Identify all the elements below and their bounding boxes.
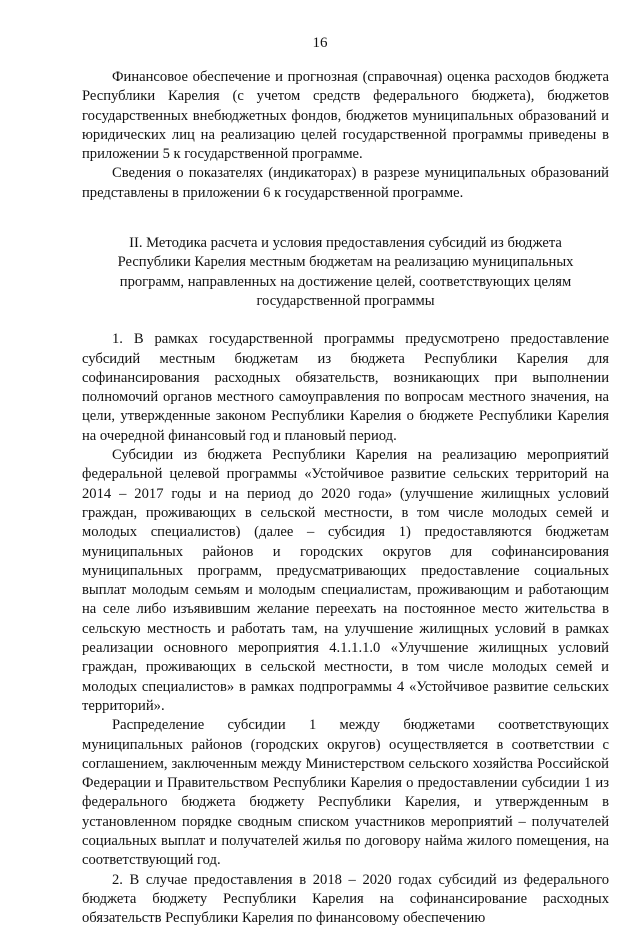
- paragraph-financing: Финансовое обеспечение и прогнозная (справочная) оценка расходов бюджета Республики Карелия (с учетом средств федерального бюджета), бюджетов государственных внебюджетных фондов, бюджетов муниципальных образований и юридических лиц на реализацию целей государственной программы приведены в приложении 5 к государственной программе.: [82, 69, 609, 163]
- paragraph-federal-subsidies: 2. В случае предоставления в 2018 – 2020 годах субсидий из федерального бюджета бюджету Республики Карелия на софинансирование расходных обязательств Республики Карелия по финансовому обеспечению: [82, 871, 609, 927]
- paragraph-subsidy-distribution: Распределение субсидии 1 между бюджетами соответствующих муниципальных районов (городских округов) осуществляется в соответствии с соглашением, заключенным между Министерством сельского хозяйства Российской Федерации и Правительством Республики Карелия о предоставлении субсидии 1 из федерального бюджета бюджету Республики Карелия, и утвержденным в установленном порядке сводным списком участников мероприятий – получателей социальных выплат и получателей жилья по договору найма жилого помещения, на соответствующий год.: [82, 717, 609, 869]
- section-heading: [82, 234, 609, 311]
- section-heading-line: программ, направленных на достижение целей, соответствующих целям: [119, 273, 572, 290]
- paragraph-indicators: Сведения о показателях (индикаторах) в разрезе муниципальных образований представлены в приложении 6 к государственной программе.: [82, 165, 609, 201]
- paragraph-subsidies-overview: 1. В рамках государственной программы предусмотрено предоставление субсидий местным бюджетам из бюджета Республики Карелия для софинансирования расходных обязательств, возникающих при выполнении полномочий органов местного самоуправления по вопросам местного значения, на цели, утвержденные законом Республики Карелия о бюджете Республики Карелия на очередной финансовый год и плановый период.: [82, 331, 609, 444]
- section-heading-line: II. Методика расчета и условия предоставления субсидий из бюджета: [129, 235, 562, 252]
- page-number: 16: [312, 35, 328, 51]
- paragraph-subsidy-1: Субсидии из бюджета Республики Карелия на реализацию мероприятий федеральной целевой программы «Устойчивое развитие сельских территорий на 2014 – 2017 годы и на период до 2020 года» (улучшение жилищных условий граждан, проживающих в сельской местности, в том числе молодых семей и молодых специалистов) (далее – субсидия 1) предоставляются бюджетам муниципальных районов и городских округов для софинанcирования муниципальных программ, предусматривающих предоставление социальных выплат молодым семьям и молодым специалистам, проживающим и работающим на селе либо изъявившим желание переехать на постоянное место жительства в сельскую местность и работать там, на улучшение жилищных условий в рамках реализации основного мероприятия 4.1.1.1.0 «Улучшение жилищных условий граждан, проживающих в сельской местности, в том числе молодых семей и молодых специалистов» в рамках подпрограммы 4 «Устойчивое развитие сельских территорий».: [82, 447, 609, 714]
- section-heading-line: государственной программы: [256, 292, 435, 309]
- document-body: [82, 68, 609, 928]
- section-heading-line: Республики Карелия местным бюджетам на реализацию муниципальных: [117, 254, 574, 271]
